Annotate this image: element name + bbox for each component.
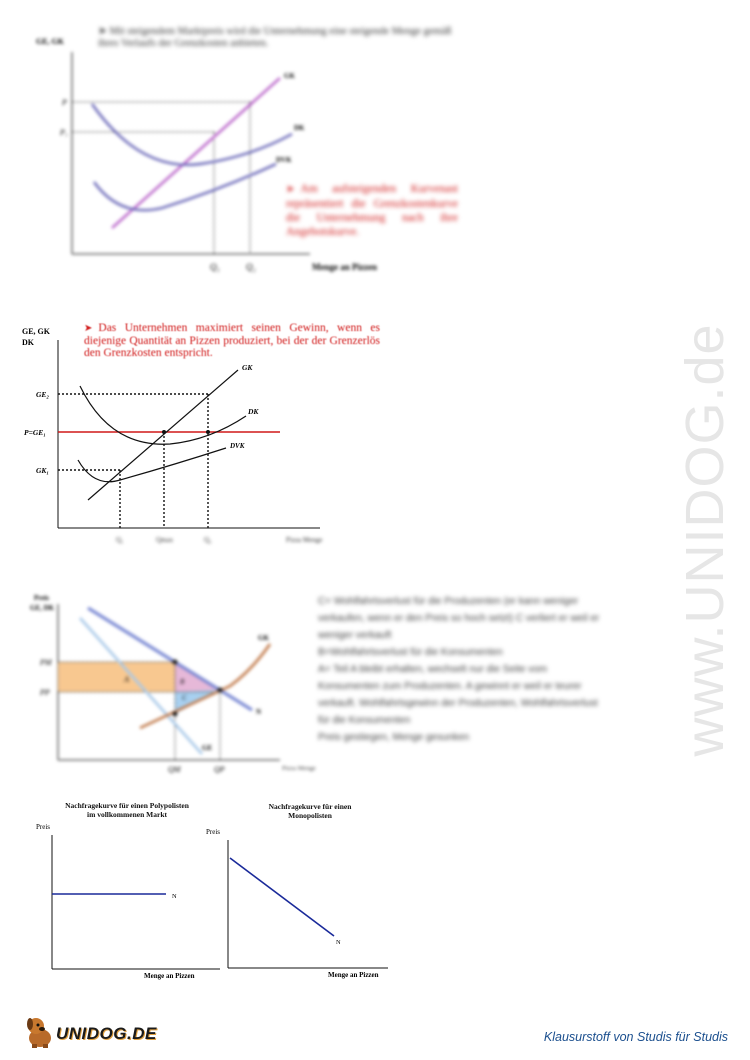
fig3-explanation (318, 593, 698, 746)
fig3-area-a (58, 662, 175, 692)
fig2-label-pge1: P=GE₁ (24, 428, 46, 437)
fig3-label-a: A (124, 675, 129, 684)
figure-2 (20, 320, 440, 550)
fig2-xlabel: Pizza Menge (286, 536, 323, 544)
fig5-label-n: N (336, 939, 341, 946)
fig2-dvk-curve (78, 448, 226, 482)
fig1-label-q1: Q₁ (210, 262, 220, 272)
fig3-point-mc (173, 712, 178, 717)
fig1-ylabel: GE, GK (36, 37, 65, 46)
fig3-text-line: C= Wohlfahrtsverlust für die Produzenten (er kann weniger (318, 596, 579, 607)
fig2-ylabel-1: GE, GK (22, 327, 51, 336)
fig1-dvk-curve (94, 164, 276, 210)
fig5-ylabel: Preis (206, 828, 220, 836)
fig4-xlabel: Menge an Pizzen (144, 972, 195, 980)
fig2-gk-curve (88, 370, 238, 500)
fig5-demand-line (230, 858, 334, 936)
fig2-point-q2 (206, 430, 210, 434)
watermark: www.UNIDOG.de (675, 323, 735, 757)
fig2-label-q1: Q₁ (116, 536, 124, 544)
unidog-logo[interactable] (22, 1012, 162, 1052)
fig1-red-note: ➤ Am aufsteigenden Kurvenast repräsentiert die Grenzkostenkurve die Unternehmung nach ihre Angebotskurve. (286, 183, 458, 238)
fig1-label-dvk: DVK (276, 156, 292, 164)
fig3-text-line: verkauft. Wohlfahrtsgewinn der Produzenten, Wohlfahrtsverlust (318, 698, 598, 709)
fig1-label-p: P (62, 98, 67, 107)
figure-5 (200, 800, 400, 985)
fig3-text-line: B=Wohlfahrtsverlust für die Konsumenten (318, 647, 503, 658)
fig3-label-n: N (256, 708, 262, 716)
fig3-label-c: C (182, 694, 187, 702)
fig1-label-dk: DK (294, 124, 305, 132)
fig2-label-qmax: Qmax (156, 536, 174, 544)
fig5-xlabel: Menge an Pizzen (328, 971, 379, 979)
fig2-label-dvk: DVK (230, 442, 245, 450)
fig3-demand-line (88, 608, 252, 710)
fig4-ylabel: Preis (36, 823, 50, 831)
fig3-text-line: für die Konsumenten (318, 715, 411, 726)
fig3-text-line: Preis gestiegen, Menge gesunken (318, 732, 470, 743)
figure-1 (30, 22, 470, 282)
fig3-label-pm: PM (40, 658, 52, 667)
fig2-chart (20, 320, 440, 550)
fig3-text-line: A= Teil A bleibt erhalten, wechselt nur die Seite vom (318, 664, 548, 675)
footer-tagline: Klausurstoff von Studis für Studis (543, 1030, 728, 1044)
fig5-chart (200, 800, 400, 985)
fig1-xlabel: Menge an Pizzen (312, 262, 377, 272)
figure-3 (30, 590, 320, 780)
fig2-point-qmax (162, 430, 166, 434)
fig1-label-gk: GK (284, 72, 295, 80)
fig2-label-ge2: GE₂ (36, 390, 50, 399)
fig2-label-dk: DK (248, 407, 259, 416)
fig1-chart (30, 22, 470, 282)
dog-icon (22, 1014, 58, 1050)
fig3-text-line: weniger verkauft (318, 630, 392, 641)
fig4-label-n: N (172, 893, 177, 900)
fig3-ylabel-1: Preis (34, 594, 50, 602)
fig3-label-ge: GE (202, 744, 213, 752)
fig3-chart (30, 590, 320, 780)
fig3-label-gk: GK (258, 634, 269, 642)
fig1-bullet-note: ➤ Mit steigendem Marktpreis wird die Unternehmung eine steigende Menge gemäß ihres Verlaufs der Grenzkosten anbieten. (98, 26, 452, 49)
fig3-xlabel: Pizza Menge (282, 765, 316, 772)
fig3-text-line: verkaufen, wenn er den Preis so hoch setzt) C verliert er weil er (318, 613, 600, 624)
fig2-ylabel-2: DK (22, 338, 34, 347)
fig1-gk-curve (112, 78, 280, 228)
fig3-label-qm: QM (168, 765, 181, 774)
fig2-red-note: ➤ Das Unternehmen maximiert seinen Gewinn, wenn es diejenige Quantität an Pizzen produziert, bei der der Grenzerlös den Grenzkosten entspricht. (84, 322, 380, 359)
fig5-title: Nachfragekurve für einen Monopolisten (268, 802, 352, 820)
fig2-label-q2: Q₂ (204, 536, 212, 544)
fig4-title: Nachfragekurve für einen Polypolisten im vollkommenen Markt (65, 801, 189, 819)
fig2-label-gk: GK (242, 363, 253, 372)
fig3-point-p (218, 688, 223, 693)
fig3-label-b: B (180, 678, 185, 686)
fig1-label-q2: Q₂ (246, 262, 256, 272)
fig2-label-gk1: GK₁ (36, 466, 50, 475)
fig3-ylabel-2: GE, DK (30, 604, 55, 612)
logo-text: UNIDOG.DE (56, 1024, 157, 1043)
fig3-point-m (173, 660, 178, 665)
fig1-label-p1: P₁ (60, 128, 68, 137)
fig3-text-line: Konsumenten zum Produzenten. A gewinnt er weil er teurer (318, 681, 582, 692)
fig3-label-pp: PP (40, 688, 50, 697)
fig3-label-qp: QP (214, 765, 225, 774)
